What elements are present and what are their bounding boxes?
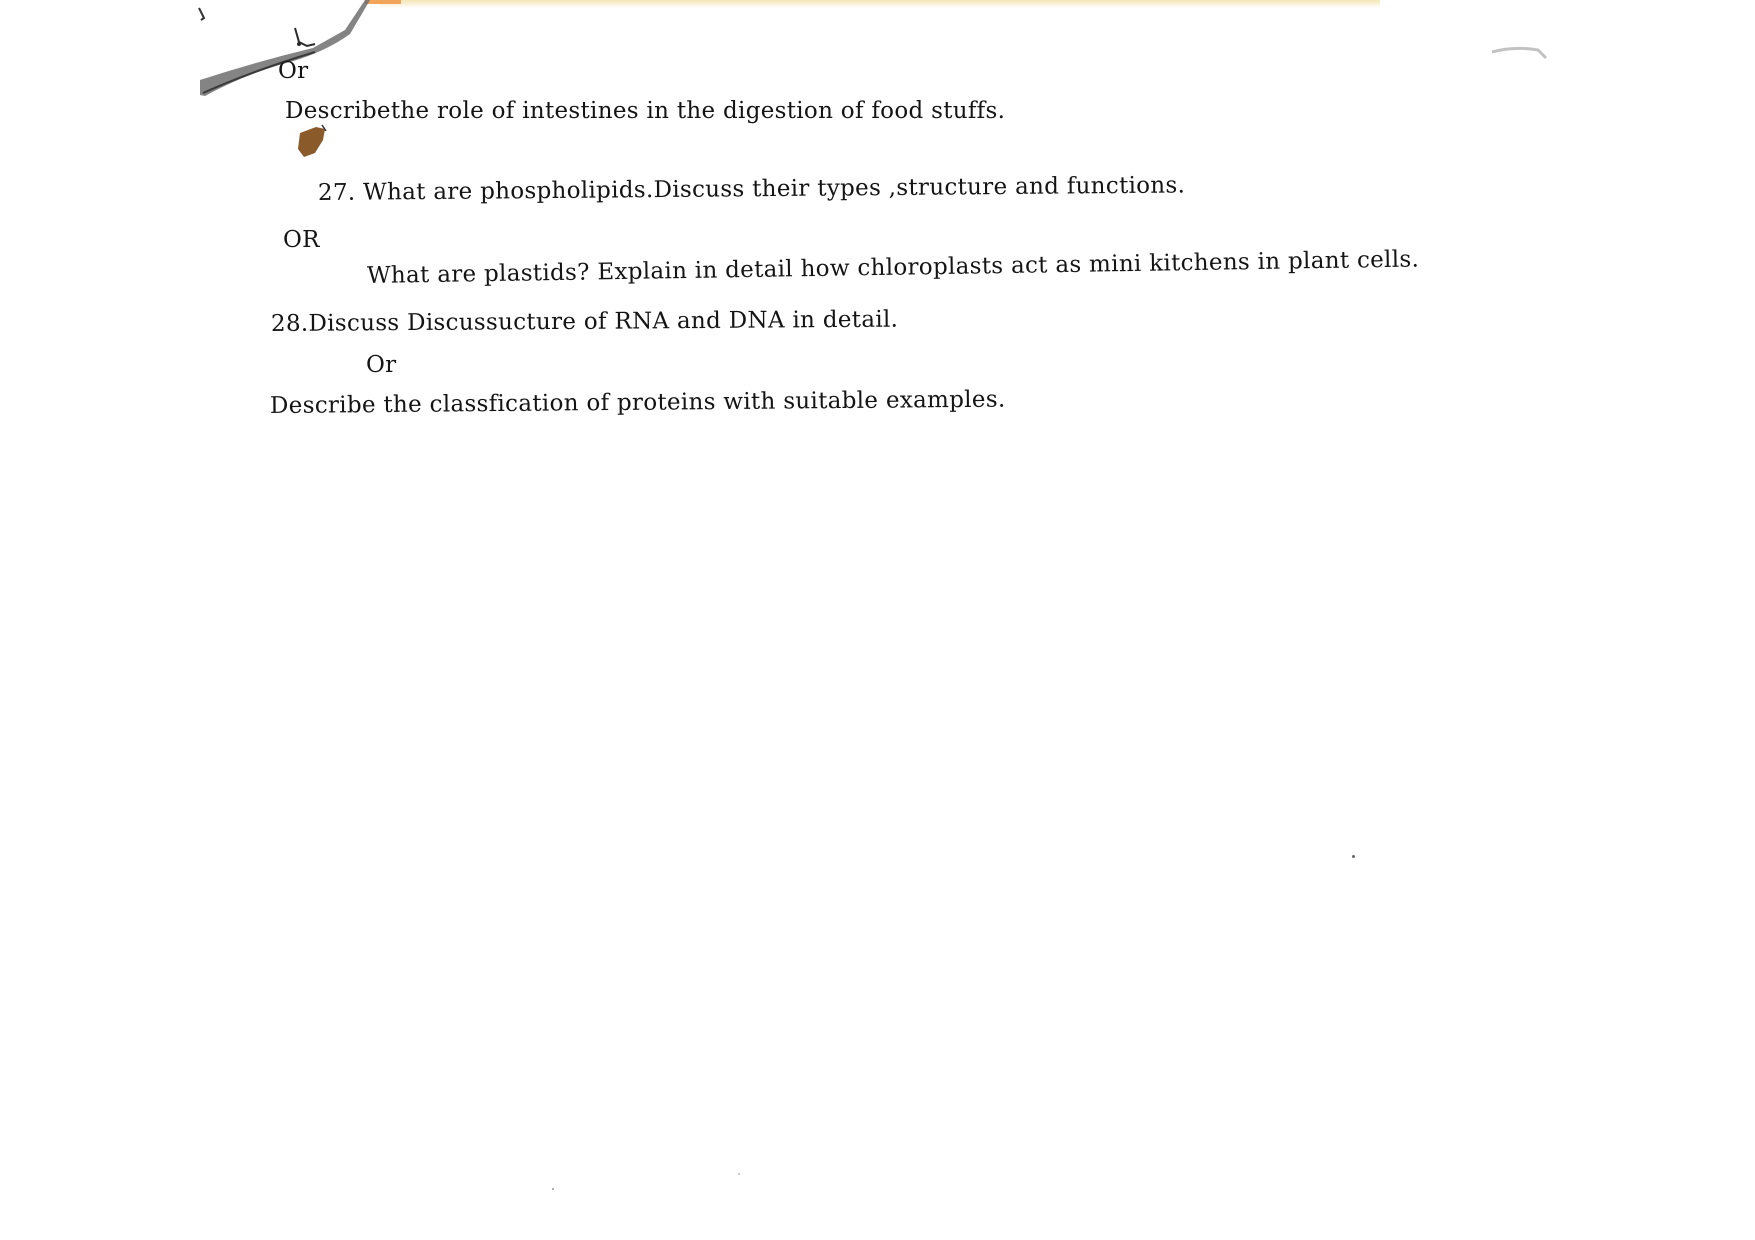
folded-corner-artifact: [195, 0, 375, 100]
question-28: 28.Discuss Discussucture of RNA and DNA in detail.: [270, 306, 899, 337]
or-label-2: OR: [283, 227, 320, 253]
edge-mark: [196, 6, 210, 24]
ink-stain: [292, 123, 332, 163]
or-label-3: Or: [366, 352, 397, 378]
question-proteins: Describe the classfication of proteins with suitable examples.: [269, 386, 1006, 419]
question-intestines: Describethe role of intestines in the digestion of food stuffs.: [285, 98, 1006, 124]
question-27: 27. What are phospholipids.Discuss their types ,structure and functions.: [317, 172, 1186, 206]
top-paper-tint: [380, 0, 1380, 8]
scan-speck: [1352, 855, 1355, 858]
scan-speck: [738, 1173, 740, 1175]
or-label-1: Or: [278, 58, 309, 84]
question-plastids: What are plastids? Explain in detail how chloroplasts act as mini kitchens in plant cells.: [366, 246, 1420, 289]
edge-smudge-right: [1490, 38, 1550, 63]
scan-speck: [552, 1188, 554, 1190]
